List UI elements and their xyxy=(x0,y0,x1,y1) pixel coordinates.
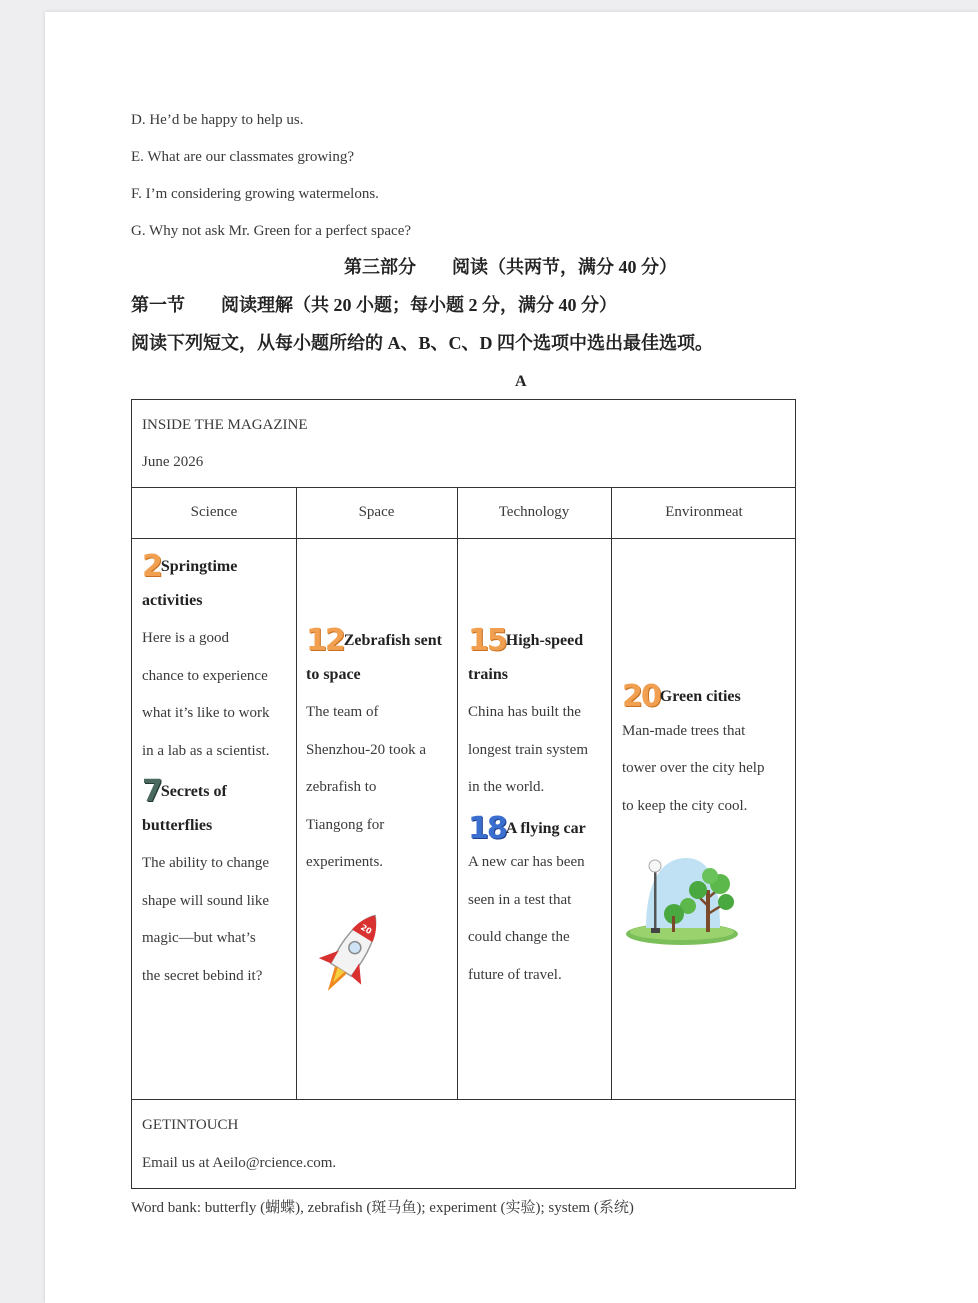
environment-cell xyxy=(622,679,765,832)
article-title: Green cities xyxy=(659,688,741,705)
column-header-technology: Technology xyxy=(498,504,570,520)
article-line: A new car has been xyxy=(468,854,585,870)
column-header-science: Science xyxy=(190,504,238,520)
article-title: High-speed xyxy=(505,632,584,649)
article-line: shape will sound like xyxy=(142,892,270,909)
article-line: longest train system xyxy=(468,741,588,758)
article-title: activities xyxy=(142,591,203,609)
issue-number: 15 xyxy=(468,623,506,658)
column-divider xyxy=(611,488,612,1100)
section-title: 第三部分 阅读（共两节，满分 40 分） xyxy=(344,257,677,277)
column-divider xyxy=(296,488,297,1100)
article-line: China has built the xyxy=(468,704,581,720)
article-line: Shenzhou-20 took a xyxy=(306,741,426,758)
technology-cell xyxy=(468,623,588,1001)
article-line: in a lab as a scientist. xyxy=(142,742,270,759)
column-divider xyxy=(457,488,458,1100)
issue-number: 12 xyxy=(306,623,344,658)
article-line: could change the xyxy=(468,929,570,945)
option-f: F. I’m considering growing watermelons. xyxy=(131,186,379,202)
article-line: Here is a good xyxy=(142,630,230,646)
article-line: Tiangong for xyxy=(306,816,385,833)
rocket-illustration xyxy=(304,902,394,1012)
issue-number: 20 xyxy=(622,679,660,714)
article-line: Man-made trees that xyxy=(622,722,746,739)
article-line: what it’s like to work xyxy=(142,705,270,721)
article-line: the secret bebind it? xyxy=(142,967,263,984)
space-cell xyxy=(306,623,442,889)
article-line: zebrafish to xyxy=(306,779,377,795)
article-title: trains xyxy=(468,665,508,683)
article-title: butterflies xyxy=(142,816,213,834)
article-title: A flying car xyxy=(505,819,586,837)
article-line: in the world. xyxy=(468,779,545,795)
article-title: to space xyxy=(306,665,361,683)
article-line: tower over the city help xyxy=(622,760,765,776)
article-line: future of travel. xyxy=(468,966,562,983)
article-title: Zebrafish sent xyxy=(343,632,442,649)
divider xyxy=(132,487,795,488)
issue-number: 18 xyxy=(468,810,506,846)
article-title: Secrets of xyxy=(160,783,227,800)
article-line: The ability to change xyxy=(142,855,270,871)
article-title: Springtime xyxy=(160,558,238,575)
science-cell xyxy=(142,549,270,1002)
article-line: chance to experience xyxy=(142,667,268,684)
divider xyxy=(132,1099,795,1100)
article-line: magic—but what’s xyxy=(142,930,256,946)
issue-number: 7 xyxy=(142,774,161,809)
footer-title: GETINTOUCH xyxy=(142,1117,239,1133)
article-line: to keep the city cool. xyxy=(622,797,748,814)
green-city-illustration xyxy=(624,848,742,948)
magazine-header: INSIDE THE MAGAZINE xyxy=(142,417,308,433)
article-line: The team of xyxy=(306,704,379,720)
issue-number: 2 xyxy=(142,549,161,584)
option-d: D. He’d be happy to help us. xyxy=(131,112,304,128)
column-header-environment: Environmeat xyxy=(665,504,743,520)
subsection-title: 第一节 阅读理解（共 20 小题；每小题 2 分，满分 40 分） xyxy=(131,295,617,315)
instruction: 阅读下列短文，从每小题所给的 A、B、C、D 四个选项中选出最佳选项。 xyxy=(131,333,713,353)
article-line: experiments. xyxy=(306,854,384,870)
article-line: seen in a test that xyxy=(468,891,572,908)
word-bank: Word bank: butterfly (蝴蝶), zebrafish (斑马鱼); experiment (实验); system (系统) xyxy=(131,1200,634,1216)
rocket-label: 20 xyxy=(359,922,374,937)
option-e: E. What are our classmates growing? xyxy=(131,149,354,165)
option-g: G. Why not ask Mr. Green for a perfect space? xyxy=(131,223,412,239)
magazine-date: June 2026 xyxy=(142,454,204,470)
divider xyxy=(132,538,795,539)
passage-label: A xyxy=(515,373,527,390)
footer-email: Email us at Aeilo@rcience.com. xyxy=(142,1155,337,1171)
magazine-box xyxy=(131,399,796,1189)
column-header-space: Space xyxy=(358,504,395,520)
